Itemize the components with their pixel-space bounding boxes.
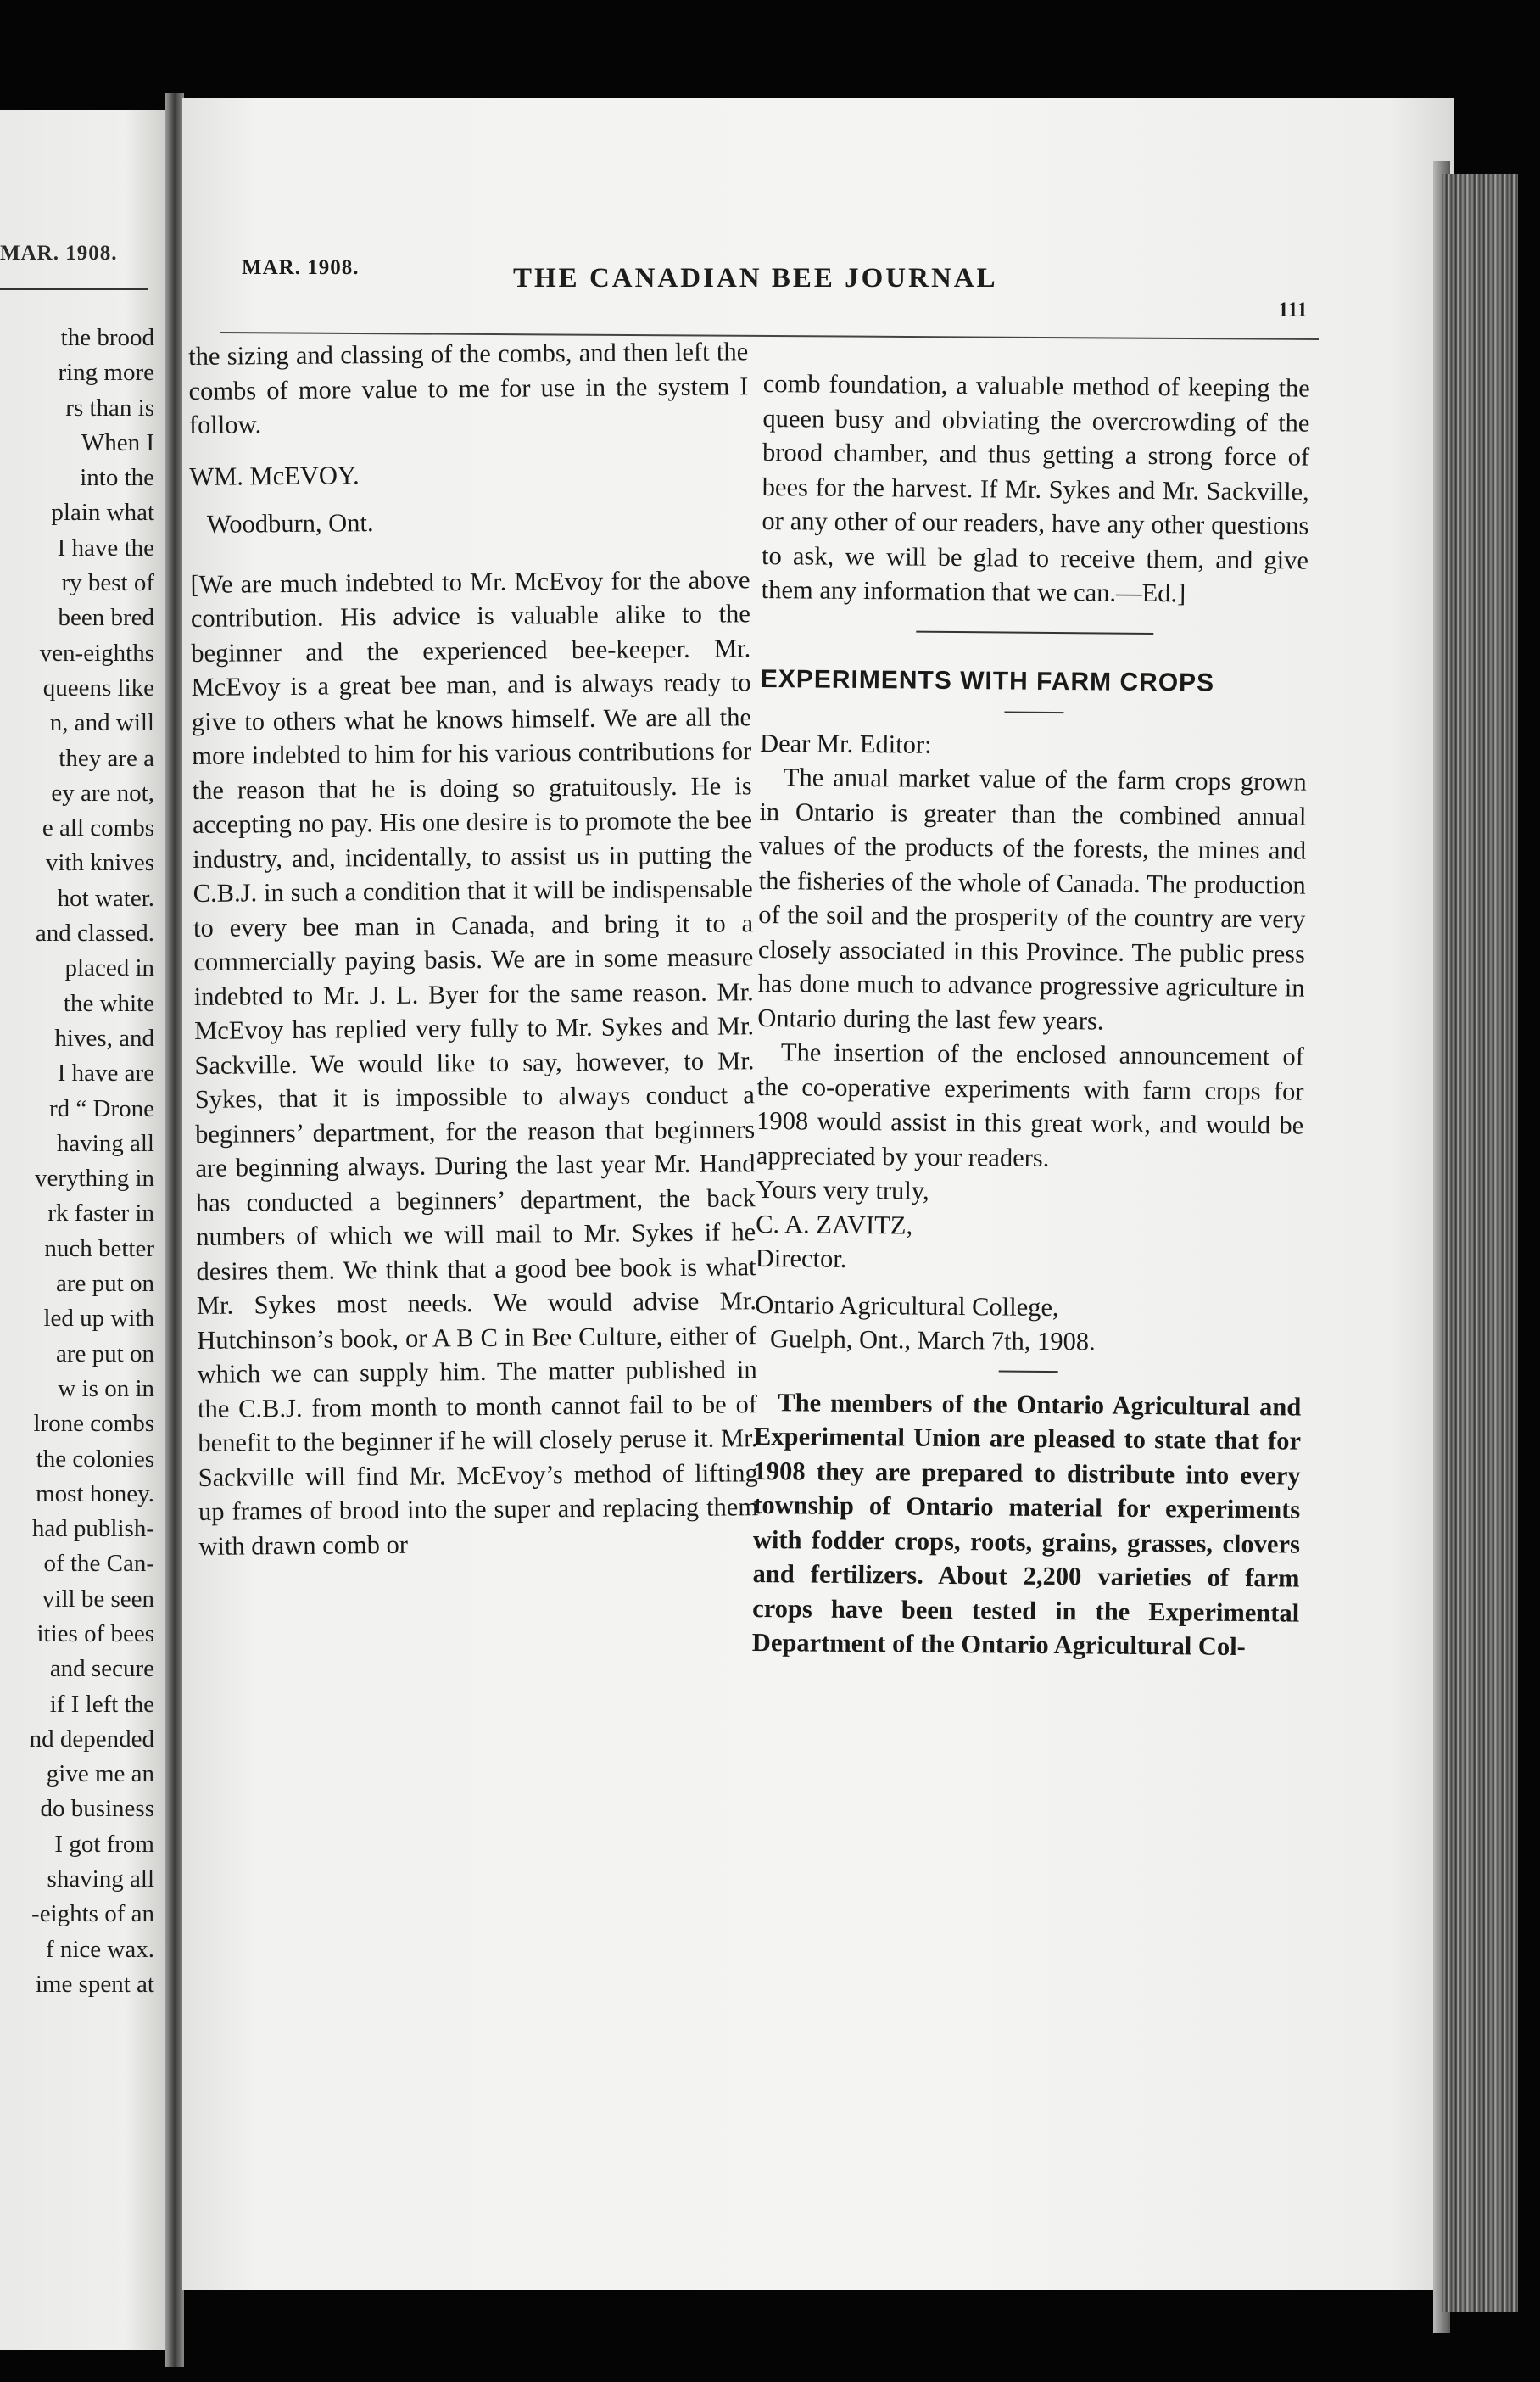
left-page-line: nuch better [44, 1234, 154, 1262]
left-page-line: into the [80, 464, 154, 492]
left-page-line: I have are [57, 1060, 154, 1088]
editorial-note: [We are much indebted to Mr. McEvoy for the above contribution. His advice is valuable alike to the beginner and the experienced bee-keeper. Mr. McEvoy is a great bee man, and is always ready to give to others what he knows himself. We are all the more indebted to him for his various contributions for the reason that he is doing so gratuitously. He is accepting no pay. His one desire is to promote the bee industry, and, incidentally, to assist us in putting the C.B.J. in such a condition that it will be indispensable to every bee man in Canada, and bring it to a commercially paying basis. We are in some measure indebted to Mr. J. L. Byer for the same reason. Mr. McEvoy has replied very fully to Mr. Sykes and Mr. Sackville. We would like to say, however, to Mr. Sykes, that it is impossible to always conduct a beginners’ department, for the reason that beginners are beginning always. During the last year Mr. Hand has conducted a beginners’ department, the back numbers of which we will mail to Mr. Sykes if he desires them. We think that a good bee book is what Mr. Sykes most needs. We would advise Mr. Hutchinson’s book, or A B C in Bee Culture, either of which we can supply him. The matter published in the C.B.J. from month to month cannot fail to be of benefit to the beginner if he will closely peruse it. Mr. Sackville will find Mr. McEvoy’s method of lifting up frames of brood into the super and replacing them with drawn comb or [190, 564, 759, 1561]
left-page-line: and classed. [35, 920, 154, 948]
journal-title: THE CANADIAN BEE JOURNAL [513, 263, 998, 294]
editorial-note-continued: comb foundation, a valuable method of keeping the queen busy and obviating the overcrowding of the brood chamber, and thus getting a strong force of bees for the harvest. If Mr. Sykes and Mr. Sackville, or any other of our readers, have any other questions to ask, we will be glad to receive them, and give them any information that we can.—Ed.] [761, 368, 1310, 608]
left-page-line: rs than is [65, 394, 154, 422]
left-page-line: ring more [58, 359, 154, 387]
section-divider [916, 630, 1153, 634]
left-page-line: -eights of an [31, 1900, 154, 1928]
signatory-title: Director. [755, 1243, 847, 1273]
left-page-line: ime spent at [35, 1970, 154, 1998]
place-date: Guelph, Ont., March 7th, 1908. [769, 1324, 1096, 1356]
left-page-line: e all combs [42, 814, 154, 842]
letter-paragraph-2: The insertion of the enclosed announcement of the co-operative experiments with farm crops for 1908 would assist in this great work, and would be appreciated by your readers. [756, 1037, 1305, 1172]
left-page-line: been bred [58, 604, 154, 632]
page-header [242, 256, 1327, 322]
left-page-line: queens like [42, 674, 154, 702]
left-page-line: vill be seen [42, 1585, 154, 1613]
left-page-line: the brood [60, 324, 154, 351]
header-date: MAR. 1908. [242, 256, 360, 279]
signature-place: Woodburn, Ont. [206, 508, 374, 539]
left-page-line: vith knives [45, 849, 154, 877]
announcement-paragraph: The members of the Ontario Agricultural and Experimental Union are pleased to state that for 1908 they are prepared to distribute into every township of Ontario material for experiments with fodder crops, roots, grains, grasses, clovers and fertilizers. About 2,200 varieties of farm crops have been tested in the Experimental Department of the Ontario Agricultural Col- [751, 1387, 1302, 1662]
letter-signatory: C. A. ZAVITZ, [756, 1209, 913, 1240]
left-page-line: lrone combs [33, 1410, 154, 1438]
left-page-line: I have the [57, 534, 154, 562]
left-page-line: shaving all [47, 1865, 154, 1893]
letter-paragraph-1: The anual market value of the farm crops grown in Ontario is greater than the combined annual values of the products of the forests, the mines and the fisheries of the whole of Canada. The production of the soil and the prosperity of the country are very closely associated in this Province. The public press has done much to advance progressive agriculture in Ontario during the last few years. [757, 763, 1307, 1036]
left-page-line: hot water. [57, 884, 154, 912]
left-page-line: nd depended [29, 1725, 154, 1753]
article-heading: EXPERIMENTS WITH FARM CROPS [760, 664, 1215, 697]
left-page-line: had publish- [31, 1515, 154, 1543]
left-page-line: and secure [49, 1655, 154, 1683]
left-page-line: of the Can- [43, 1550, 154, 1578]
left-page-line: f nice wax. [45, 1935, 154, 1963]
left-page-line: placed in [64, 954, 154, 982]
left-page-line: n, and will [49, 709, 154, 737]
heading-rule [1004, 711, 1063, 713]
announcement-rule [998, 1370, 1057, 1373]
salutation: Dear Mr. Editor: [759, 728, 932, 759]
column-right [752, 366, 1310, 1664]
left-page-line: w is on in [58, 1374, 154, 1402]
left-page-line: do business [40, 1795, 154, 1823]
signature: WM. McEVOY. [189, 460, 360, 491]
left-page-line: if I left the [49, 1690, 154, 1718]
left-page-line: rk faster in [47, 1199, 154, 1227]
left-page-line: ven-eighths [39, 639, 154, 667]
left-page-line: are put on [56, 1339, 154, 1367]
left-page-line: are put on [56, 1270, 154, 1298]
left-page-line: plain what [51, 499, 154, 527]
left-page-line: they are a [59, 744, 154, 772]
left-page-header: MAR. 1908. [0, 242, 118, 265]
left-page-text [0, 321, 154, 2002]
column-left [188, 334, 759, 1563]
left-page-line: having all [56, 1129, 154, 1157]
book-gutter [165, 93, 184, 2367]
left-page-line: the colonies [36, 1445, 154, 1473]
left-page-line: the white [63, 989, 154, 1017]
left-page-line: When I [81, 428, 154, 456]
left-page-line: most honey. [36, 1479, 154, 1507]
institution: Ontario Agricultural College, [755, 1289, 1059, 1322]
page-number: 111 [1278, 299, 1308, 322]
left-page-line: led up with [43, 1305, 154, 1333]
left-page-line: I got from [54, 1830, 154, 1858]
left-page-rule [0, 288, 148, 290]
page-edges [1442, 174, 1518, 2312]
intro-paragraph: the sizing and classing of the combs, and then left the combs of more value to me for use in the system I follow. [188, 337, 749, 439]
left-page-line: hives, and [54, 1024, 154, 1052]
letter-closing: Yours very truly, [756, 1174, 929, 1205]
left-page-line: give me an [46, 1760, 154, 1788]
left-page-line: ey are not, [51, 779, 154, 807]
left-page-line: rd “ Drone [48, 1094, 154, 1122]
left-page-line: verything in [35, 1165, 154, 1193]
left-page-line: ry best of [61, 569, 154, 597]
left-page-line: ities of bees [36, 1619, 154, 1647]
